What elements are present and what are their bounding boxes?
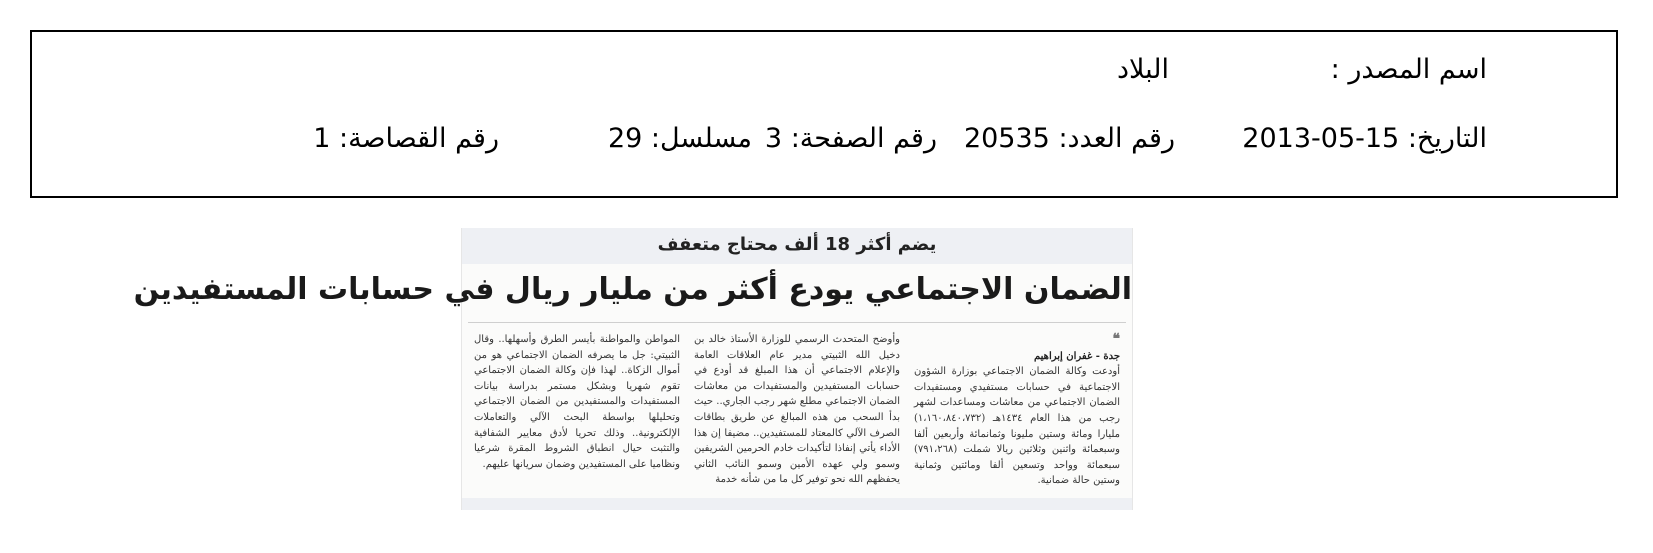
serial-field: مسلسل: 29 <box>607 123 752 154</box>
headline-divider <box>468 322 1126 323</box>
source-label: اسم المصدر : <box>1330 54 1487 85</box>
quote-icon: ❝ <box>1112 331 1120 347</box>
page-number-field: رقم الصفحة: 3 <box>764 123 937 154</box>
article-byline: جدة - غفران إبراهيم <box>1034 350 1120 362</box>
issue-number-field: رقم العدد: 20535 <box>963 123 1175 154</box>
article-column-left <box>474 332 680 472</box>
newspaper-clipping <box>133 228 1133 510</box>
column-right-text: أودعت وكالة الضمان الاجتماعي بوزارة الشؤون الاجتماعية في حسابات مستفيدي ومستفيدات الضمان الاجتماعي من معاشات ومساعدات لشهر رجب من هذا العام ١٤٣٤هـ (١،١٦٠،٨٤٠،٧٣٢) مليارا ومائة وستين مليونا وثمانمائة وأربعين ألفا وسبعمائة واثنين وثلاثين ريالا شملت (٧٩١،٢٦٨) سبعمائة وواحد وتسعين ألفا ومائتين وثمانية وستين حالة ضمانية. <box>914 366 1120 487</box>
article-kicker: يضم أكثر 18 ألف محتاج متعفف <box>657 234 937 255</box>
column-left-text: المواطن والمواطنة بأيسر الطرق وأسهلها.. وقال الثبيتي: جل ما يصرفه الضمان الاجتماعي هو من أموال الزكاة.. لهذا فإن وكالة الضمان الاجتماعي تقوم شهريا وبشكل مستمر بدراسة بيانات المستفيدات والمستفيدين من الضمان الاجتماعي وتحليلها بواسطة البحث الآلي والتعاملات الإلكترونية.. وذلك تحريا لأدق معايير الشفافية والتثبت حيال انطباق الشروط المقرة شرعيا ونظاميا على المستفيدين وضمان سريانها عليهم. <box>474 334 680 470</box>
next-article-strip <box>462 498 1132 510</box>
article-column-middle <box>694 332 900 488</box>
column-middle-text: وأوضح المتحدث الرسمي للوزارة الأستاذ خالد بن دخيل الله الثبيتي مدير عام العلاقات العامة والإعلام الاجتماعي أن هذا المبلغ قد أودع في حسابات المستفيدين والمستفيدات من معاشات الضمان الاجتماعي مطلع شهر رجب الجاري.. حيث بدأ السحب من هذه المبالغ عن طريق بطاقات الصرف الآلي كالمعتاد للمستفيدين.. مضيفا إن هذا الأداء يأتي إنفاذا لتأكيدات خادم الحرمين الشريفين وسمو ولي عهده الأمين وسمو النائب الثاني يحفظهم الله نحو توفير كل ما من شأنه خدمة <box>694 334 900 486</box>
clip-number-field: رقم القصاصة: 1 <box>313 123 499 154</box>
article-headline: الضمان الاجتماعي يودع أكثر من مليار ريال في حسابات المستفيدين <box>133 272 1132 307</box>
article-column-right <box>914 332 1120 489</box>
date-field: التاريخ: 15-05-2013 <box>1242 123 1487 154</box>
source-name: البلاد <box>1116 54 1169 85</box>
